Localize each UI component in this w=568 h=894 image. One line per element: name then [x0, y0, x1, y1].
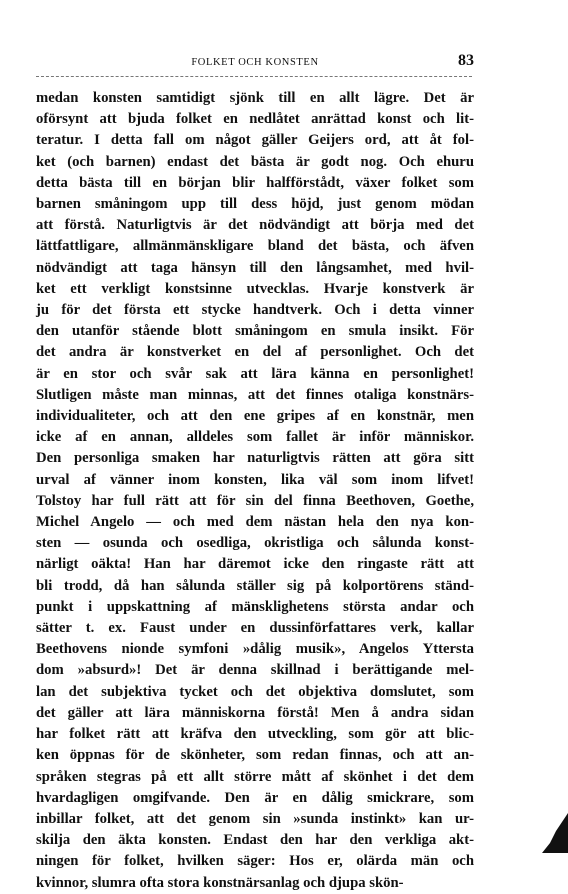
- text-line: den utanför stående blott småningom en smula insikt. För: [36, 323, 474, 340]
- page-corner-shadow: [542, 813, 568, 853]
- text-line: ken öppnas för de skönheter, som redan finnas, och att an-: [36, 747, 474, 764]
- running-title: FOLKET OCH KONSTEN: [191, 57, 319, 68]
- text-line: icke af en annan, alldeles som fallet är inför människor.: [36, 429, 474, 446]
- text-line: individualiteter, och att den ene gripes af en konstnär, men: [36, 408, 474, 425]
- page-number: 83: [458, 52, 474, 69]
- text-line: det andra är konstverket en del af personlighet. Och det: [36, 344, 474, 361]
- header-rule: [36, 76, 472, 77]
- text-line: det gäller att lära människorna förstå! Men å andra sidan: [36, 704, 474, 721]
- text-line: ket ett verkligt konstsinne utvecklas. Hvarje konstverk är: [36, 280, 474, 297]
- text-line: Slutligen måste man minnas, att det finnes otaliga konstnärs-: [36, 386, 474, 403]
- text-line: punkt i uppskattning af mänsklighetens största andar och: [36, 598, 474, 615]
- text-line: barnen småningom upp till dess höjd, just genom mödan: [36, 196, 474, 213]
- page-header: [36, 52, 474, 72]
- text-line: Beethovens nionde symfoni »dålig musik», Angelos Yttersta: [36, 641, 474, 658]
- text-line: sätter t. ex. Faust under en dussinförfattares verk, kallar: [36, 620, 474, 637]
- text-line: skilja den äkta konsten. Endast den har den verkliga akt-: [36, 832, 474, 849]
- text-line: Tolstoy har full rätt att för sin del finna Beethoven, Goethe,: [36, 492, 474, 509]
- text-line: Michel Angelo — och med dem nästan hela den nya kon-: [36, 514, 474, 531]
- text-line: detta bästa till en början blir halfförstådt, växer folket som: [36, 174, 474, 191]
- text-line: kvinnor, slumra ofta stora konstnärsanlag och djupa skön-: [36, 874, 404, 891]
- text-line: medan konsten samtidigt sjönk till en allt lägre. Det är: [36, 90, 474, 106]
- text-line: urval af vänner inom konsten, lika väl som inom lifvet!: [36, 471, 474, 488]
- text-line: ningen för folket, hvilken säger: Hos er, olärda män och: [36, 853, 474, 870]
- text-line: inbillar folket, att det genom sin »sunda instinkt» kan ur-: [36, 810, 474, 827]
- text-line: nödvändigt att taga hänsyn till den långsamhet, med hvil-: [36, 259, 474, 276]
- text-line: sten — osunda och osedliga, okristliga och sålunda konst-: [36, 535, 474, 552]
- text-line: ket (och barnen) endast det bästa är godt nog. Och ehuru: [36, 153, 474, 170]
- body-text: [36, 88, 474, 894]
- text-line: oförsynt att bjuda folket en nedlåtet anrättad konst och lit-: [36, 111, 474, 128]
- text-line: teratur. I detta fall om något gäller Geijers ord, att åt fol-: [36, 132, 474, 149]
- text-line: att förstå. Naturligtvis är det nödvändigt att börja med det: [36, 217, 474, 234]
- text-line: lan det subjektiva tycket och det objektiva domslutet, som: [36, 683, 474, 700]
- text-line: har folket rätt att kräfva den utveckling, som gör att blic-: [36, 726, 474, 743]
- text-line: dom »absurd»! Det är denna skillnad i berättigande mel-: [36, 662, 474, 679]
- text-line: språken stegras på ett allt större mått af skönhet i det dem: [36, 768, 474, 785]
- text-line: hvardagligen omgifvande. Den är en dålig smickrare, som: [36, 789, 474, 806]
- text-line: närligt oäkta! Han har däremot icke den ringaste rätt att: [36, 556, 474, 573]
- text-line: är en stor och svår sak att lära känna en personlighet!: [36, 365, 474, 382]
- text-line: lättfattligare, allmänmänskligare bland det bästa, och äfven: [36, 238, 474, 255]
- text-line: ju för det första ett stycke handtverk. Och i detta vinner: [36, 302, 474, 319]
- text-line: Den personliga smaken har naturligtvis rätten att göra sitt: [36, 450, 474, 467]
- text-line: bli trodd, då han sålunda ställer sig på kolportörens ständ-: [36, 577, 474, 594]
